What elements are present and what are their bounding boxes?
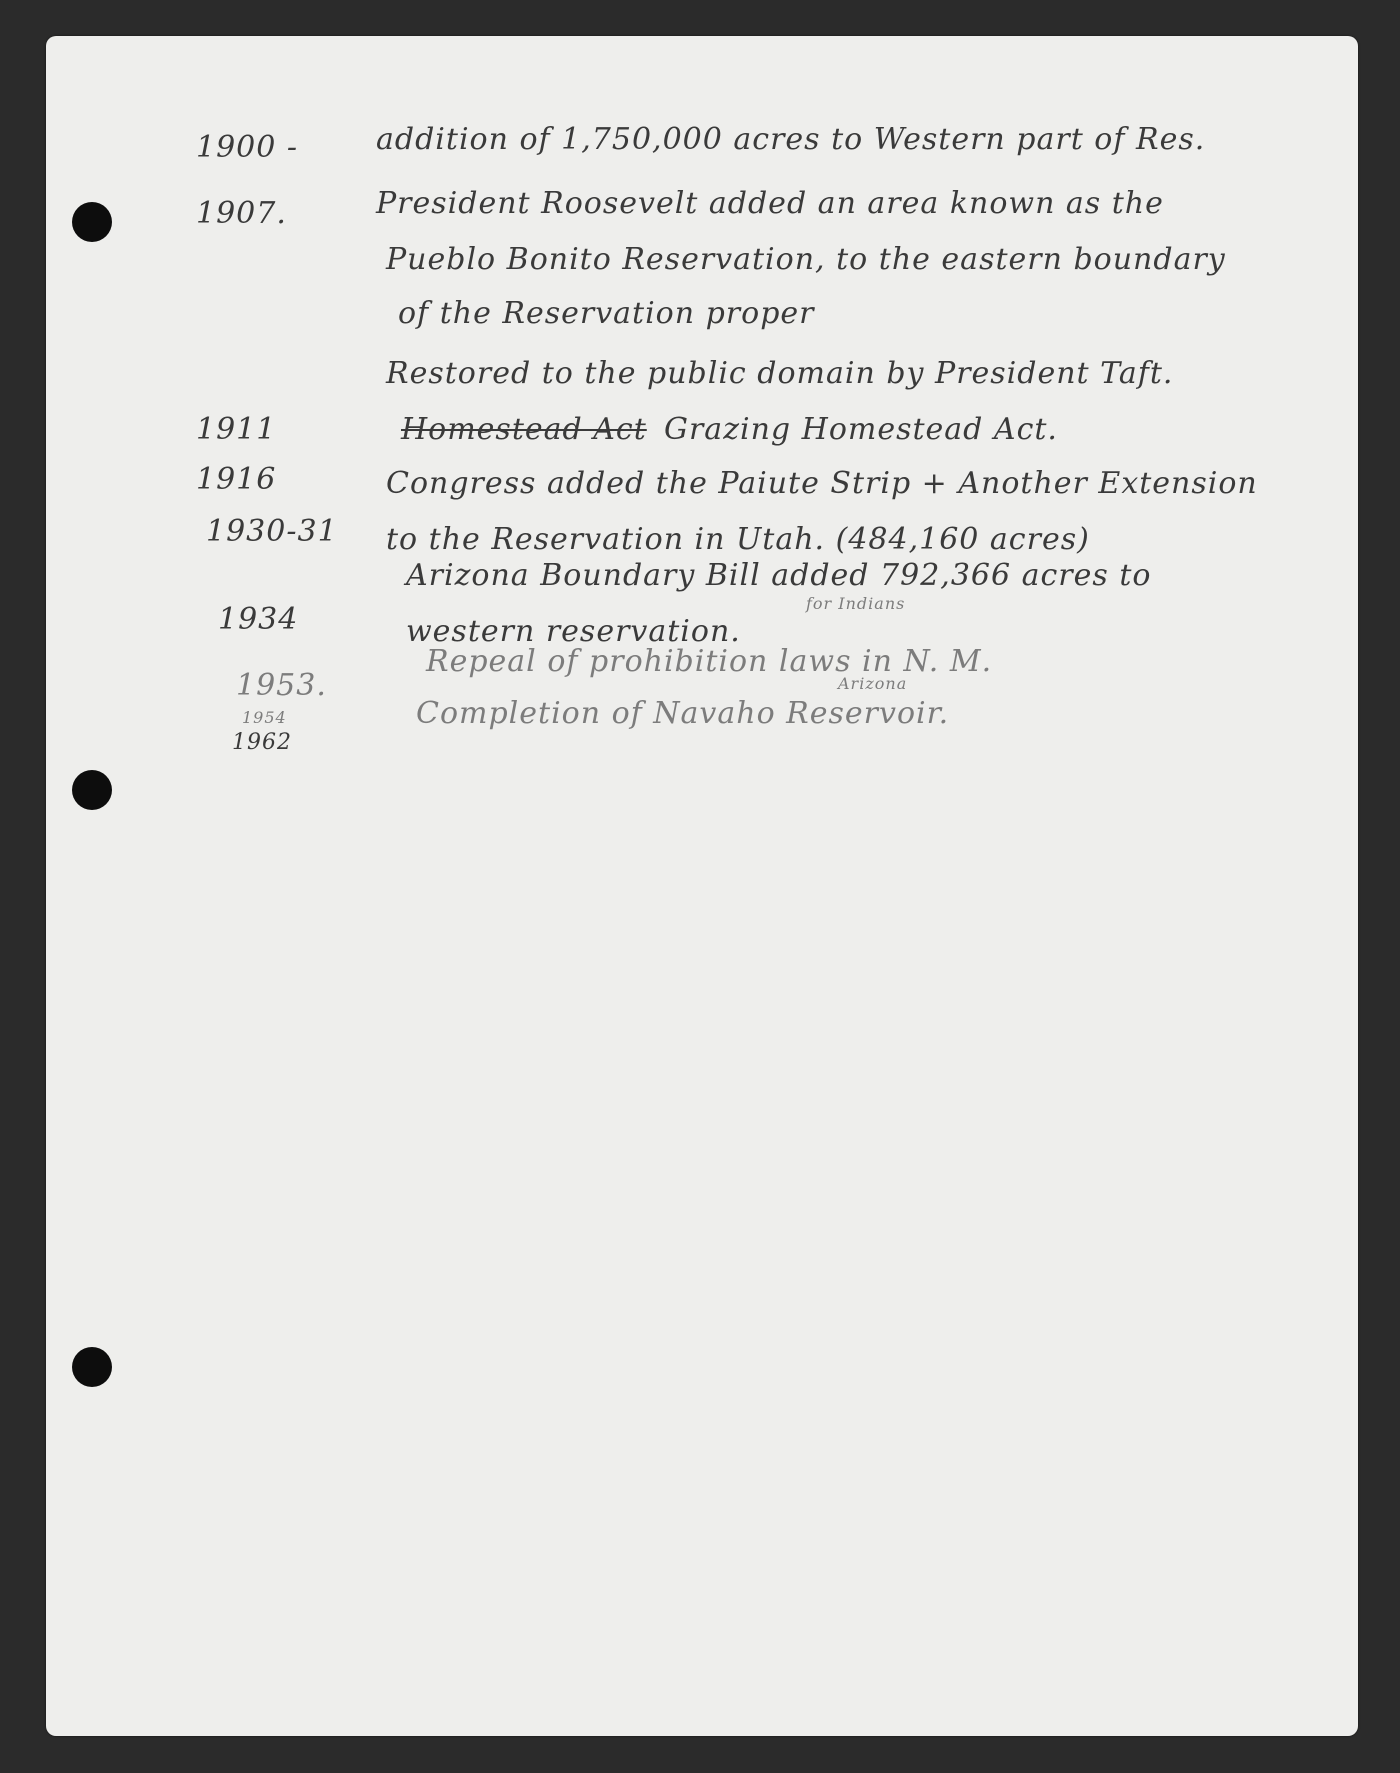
entry-year: 1911 — [196, 412, 277, 447]
entry-line: addition of 1,750,000 acres to Western part of Res. — [376, 122, 1206, 157]
entry-year: 1907. — [196, 196, 287, 231]
insertion-note: Arizona — [838, 674, 908, 693]
entry-line: of the Reservation proper — [398, 296, 815, 331]
binder-hole — [72, 1347, 112, 1387]
entry-line: Arizona Boundary Bill added 792,366 acres to — [406, 558, 1152, 593]
entry-line: to the Reservation in Utah. (484,160 acres) — [386, 522, 1090, 557]
entry-year: 1916 — [196, 462, 277, 497]
entry-line: Pueblo Bonito Reservation, to the eastern boundary — [386, 242, 1226, 277]
binder-hole — [72, 202, 112, 242]
entry-year: 1934 — [218, 602, 299, 637]
entry-line: Completion of Navaho Reservoir. — [416, 696, 950, 731]
struck-text: Homestead Act — [401, 412, 647, 447]
entry-year: 1930-31 — [206, 514, 338, 549]
entry-line: Repeal of prohibition laws in N. M. — [426, 644, 993, 679]
entry-line: western reservation. — [406, 614, 741, 649]
entry-year: 1954 — [242, 708, 287, 727]
binder-hole — [72, 770, 112, 810]
entry-line: President Roosevelt added an area known as the — [376, 186, 1164, 221]
insertion-note: for Indians — [806, 594, 906, 613]
entry-line: Congress added the Paiute Strip + Another Extension — [386, 466, 1258, 501]
entry-year: 1953. — [236, 668, 327, 703]
entry-year: 1962 — [232, 730, 292, 755]
entry-line: Restored to the public domain by President Taft. — [386, 356, 1174, 391]
entry-year: 1900 - — [196, 130, 299, 165]
entry-line: Grazing Homestead Act. — [664, 412, 1058, 447]
notebook-page — [46, 36, 1358, 1736]
